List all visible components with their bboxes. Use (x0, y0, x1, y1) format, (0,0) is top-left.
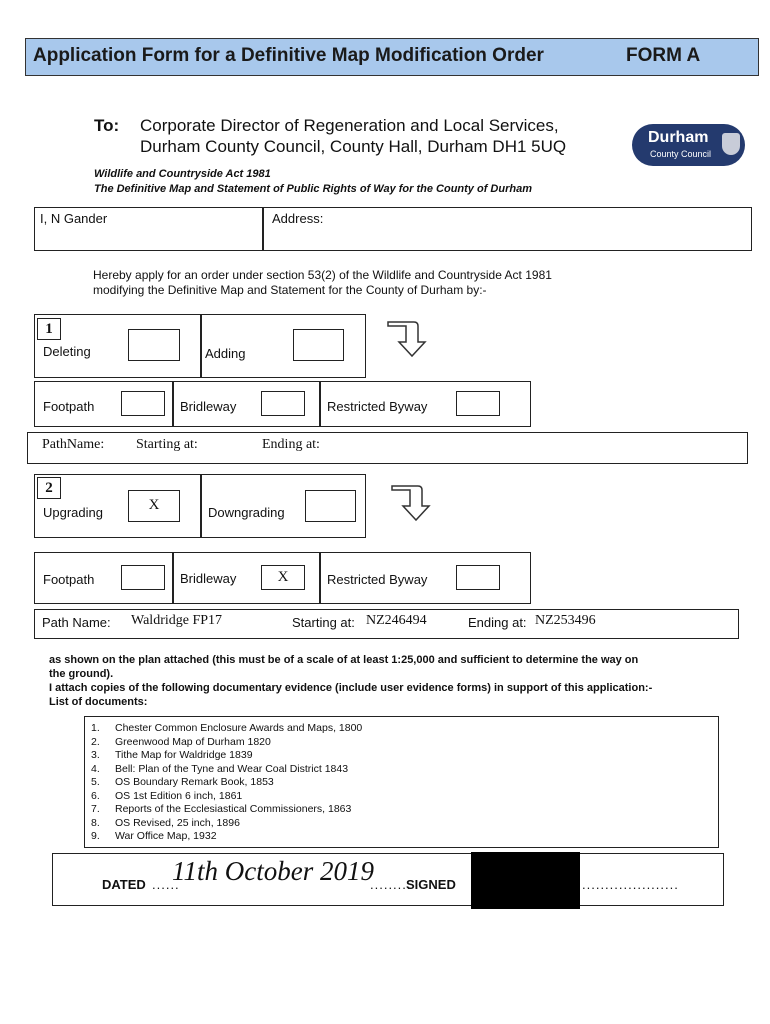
adding-label: Adding (205, 346, 246, 361)
list-item (91, 830, 217, 842)
list-item-text: OS 1st Edition 6 inch, 1861 (115, 789, 243, 802)
list-item-number: 3. (91, 749, 100, 761)
bridleway-label-1: Bridleway (180, 399, 237, 414)
application-line-1: Hereby apply for an order under section 53(2) of the Wildlife and Countryside Act 1981 (93, 268, 552, 282)
list-item (91, 749, 253, 761)
documents-list (84, 716, 719, 848)
list-item-text: Greenwood Map of Durham 1820 (115, 735, 271, 748)
starting-at-value: NZ246494 (366, 613, 427, 628)
dated-dots-after: ......... (370, 877, 412, 892)
list-item-text: OS Revised, 25 inch, 1896 (115, 816, 240, 829)
notes-line-1: as shown on the plan attached (this must be of a scale of at least 1:25,000 and sufficient to determine the way on (49, 654, 639, 666)
act-line-2: The Definitive Map and Statement of Public Rights of Way for the County of Durham (94, 183, 532, 195)
starting-at-label-1: Starting at: (136, 437, 198, 452)
list-item-number: 9. (91, 830, 100, 842)
logo-name: Durham (648, 129, 709, 146)
list-item (91, 817, 240, 829)
footpath-checkbox-2[interactable] (121, 565, 165, 590)
upgrading-label: Upgrading (43, 505, 103, 520)
logo-subtitle: County Council (650, 149, 712, 159)
footpath-label-2: Footpath (43, 572, 95, 587)
form-label: FORM A (626, 45, 701, 66)
form-title: Application Form for a Definitive Map Modification Order (33, 45, 544, 66)
list-item-number: 1. (91, 722, 100, 734)
list-item-number: 8. (91, 816, 100, 829)
to-line-2: Durham County Council, County Hall, Durham DH1 5UQ (140, 137, 567, 156)
list-item-text: Bell: Plan of the Tyne and Wear Coal District 1843 (115, 762, 349, 775)
ending-at-label-2: Ending at: (468, 615, 527, 630)
restricted-byway-checkbox-2[interactable] (456, 565, 500, 590)
bridleway-checkbox-2[interactable]: X (261, 565, 305, 590)
list-item-text: War Office Map, 1932 (115, 830, 217, 842)
section1-type-divider-1 (172, 381, 174, 427)
bridleway-checkbox-1[interactable] (261, 391, 305, 416)
applicant-name-field[interactable] (34, 207, 263, 251)
list-item-number: 6. (91, 789, 100, 802)
signed-label: SIGNED (406, 877, 456, 892)
dated-dots: ...... (152, 877, 180, 892)
list-item-number: 2. (91, 735, 100, 748)
applicant-name: I, N Gander (40, 211, 108, 226)
list-item (91, 776, 274, 788)
section1-type-divider-2 (319, 381, 321, 427)
list-item-text: OS Boundary Remark Book, 1853 (115, 776, 274, 788)
list-item-text: Reports of the Ecclesiastical Commissioners, 1863 (115, 803, 352, 815)
list-item-text: Chester Common Enclosure Awards and Maps, 1800 (115, 722, 363, 734)
footpath-label-1: Footpath (43, 399, 95, 414)
notes-line-4: List of documents: (49, 696, 148, 708)
ending-at-label-1: Ending at: (262, 437, 320, 452)
section2-number: 2 (37, 477, 61, 499)
restricted-byway-checkbox-1[interactable] (456, 391, 500, 416)
crest-icon (722, 133, 740, 155)
footpath-checkbox-1[interactable] (121, 391, 165, 416)
durham-logo (632, 124, 745, 166)
starting-at-label-2: Starting at: (292, 615, 355, 630)
list-item (91, 736, 271, 748)
dated-label: DATED (102, 877, 146, 892)
deleting-checkbox[interactable] (128, 329, 180, 361)
path-name-label-2: Path Name: (42, 615, 111, 630)
notes-line-2: the ground). (49, 668, 114, 680)
section1-number: 1 (37, 318, 61, 340)
dated-value[interactable]: 11th October 2019 (172, 856, 374, 886)
arrow-right-down-icon (390, 484, 432, 524)
section2-type-divider-2 (319, 552, 321, 604)
act-line-1: Wildlife and Countryside Act 1981 (94, 168, 271, 180)
to-line-1: Corporate Director of Regeneration and Local Services, (140, 116, 559, 135)
signed-dots: ..................... (582, 877, 679, 892)
adding-checkbox[interactable] (293, 329, 344, 361)
list-item-number: 5. (91, 776, 100, 788)
list-item (91, 722, 362, 734)
notes-line-3: I attach copies of the following documentary evidence (include user evidence forms) in support of this application:- (49, 682, 653, 694)
section2-divider (200, 474, 202, 538)
ending-at-value: NZ253496 (535, 613, 596, 628)
list-item (91, 803, 351, 815)
section2-type-divider-1 (172, 552, 174, 604)
arrow-right-down-icon (386, 320, 428, 360)
list-item (91, 790, 242, 802)
downgrading-checkbox[interactable] (305, 490, 356, 522)
list-item-text: Tithe Map for Waldridge 1839 (115, 749, 253, 761)
restricted-byway-label-2: Restricted Byway (327, 572, 428, 587)
path-name-value: Waldridge FP17 (131, 613, 223, 628)
applicant-address-field[interactable] (263, 207, 752, 251)
section1-divider (200, 314, 202, 378)
address-label: Address: (272, 211, 324, 226)
downgrading-label: Downgrading (208, 505, 285, 520)
path-name-label-1: PathName: (42, 437, 105, 452)
bridleway-label-2: Bridleway (180, 571, 237, 586)
restricted-byway-label-1: Restricted Byway (327, 399, 428, 414)
list-item-number: 7. (91, 803, 100, 815)
list-item (91, 763, 348, 775)
application-line-2: modifying the Definitive Map and Statement for the County of Durham by:- (93, 283, 487, 297)
upgrading-checkbox[interactable]: X (128, 490, 180, 522)
to-label: To: (94, 116, 120, 135)
list-item-number: 4. (91, 762, 100, 775)
deleting-label: Deleting (43, 344, 91, 359)
signature-redaction (471, 852, 580, 909)
